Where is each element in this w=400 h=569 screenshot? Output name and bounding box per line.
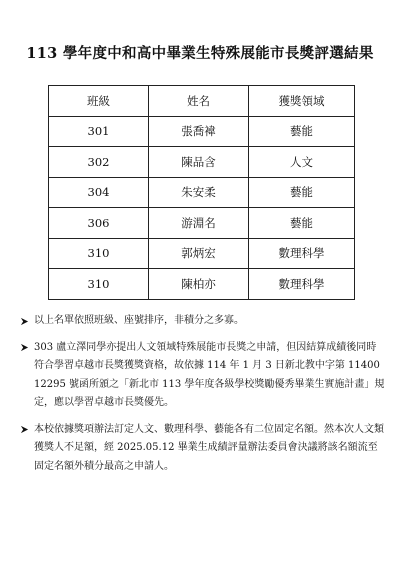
class-cell: 306	[49, 208, 149, 239]
name-cell: 郭炳宏	[149, 238, 249, 269]
award-field-cell: 藝能	[249, 177, 355, 208]
arrow-bullet-icon	[20, 339, 34, 358]
name-cell: 陳品含	[149, 147, 249, 178]
award-field-cell: 藝能	[249, 116, 355, 147]
award-field-cell: 藝能	[249, 208, 355, 239]
class-cell: 310	[49, 269, 149, 300]
note-text: 303 盧立澤同學亦提出人文領域特殊展能市長獎之申請，但因結算成績後同時符合學習卓越市長獎獲獎資格，故依據 114 年 1 月 3 日新北教中字第 1140012295 號函所頒之「新北市 113 學年度各級學校獎勵優秀畢業生實施計畫」規定，應以學習卓越市長獎優先。	[34, 341, 385, 408]
award-field-cell: 人文	[249, 147, 355, 178]
table-row	[49, 177, 355, 208]
note-item	[20, 312, 386, 331]
arrow-bullet-icon	[20, 421, 34, 440]
table-row	[49, 208, 355, 239]
table-row	[49, 238, 355, 269]
table-header-row	[49, 86, 355, 117]
note-text: 本校依據獎項辦法訂定人文、數理科學、藝能各有二位固定名額。然本次人文類獲獎人不足額，經 2025.05.12 畢業生成績評量辦法委員會決議將該名額流至固定名額外積分最高之申請人。	[34, 423, 384, 472]
arrow-bullet-icon	[20, 312, 34, 331]
class-cell: 302	[49, 147, 149, 178]
name-cell: 張喬褘	[149, 116, 249, 147]
class-cell: 310	[49, 238, 149, 269]
name-cell: 陳柏亦	[149, 269, 249, 300]
name-cell: 游淵名	[149, 208, 249, 239]
column-header-name: 姓名	[149, 86, 249, 117]
column-header-award-field: 獲獎領域	[249, 86, 355, 117]
table-row	[49, 116, 355, 147]
notes-list	[20, 312, 386, 484]
table-row	[49, 269, 355, 300]
table-row	[49, 147, 355, 178]
class-cell: 301	[49, 116, 149, 147]
class-cell: 304	[49, 177, 149, 208]
name-cell: 朱安柔	[149, 177, 249, 208]
column-header-class: 班級	[49, 86, 149, 117]
award-field-cell: 數理科學	[249, 269, 355, 300]
note-item	[20, 339, 386, 413]
note-text: 以上名單依照班級、座號排序，非積分之多寡。	[34, 315, 244, 326]
award-field-cell: 數理科學	[249, 238, 355, 269]
results-table	[48, 85, 355, 300]
note-item	[20, 421, 386, 477]
document-title: 113 學年度中和高中畢業生特殊展能市長獎評選結果	[26, 45, 374, 62]
